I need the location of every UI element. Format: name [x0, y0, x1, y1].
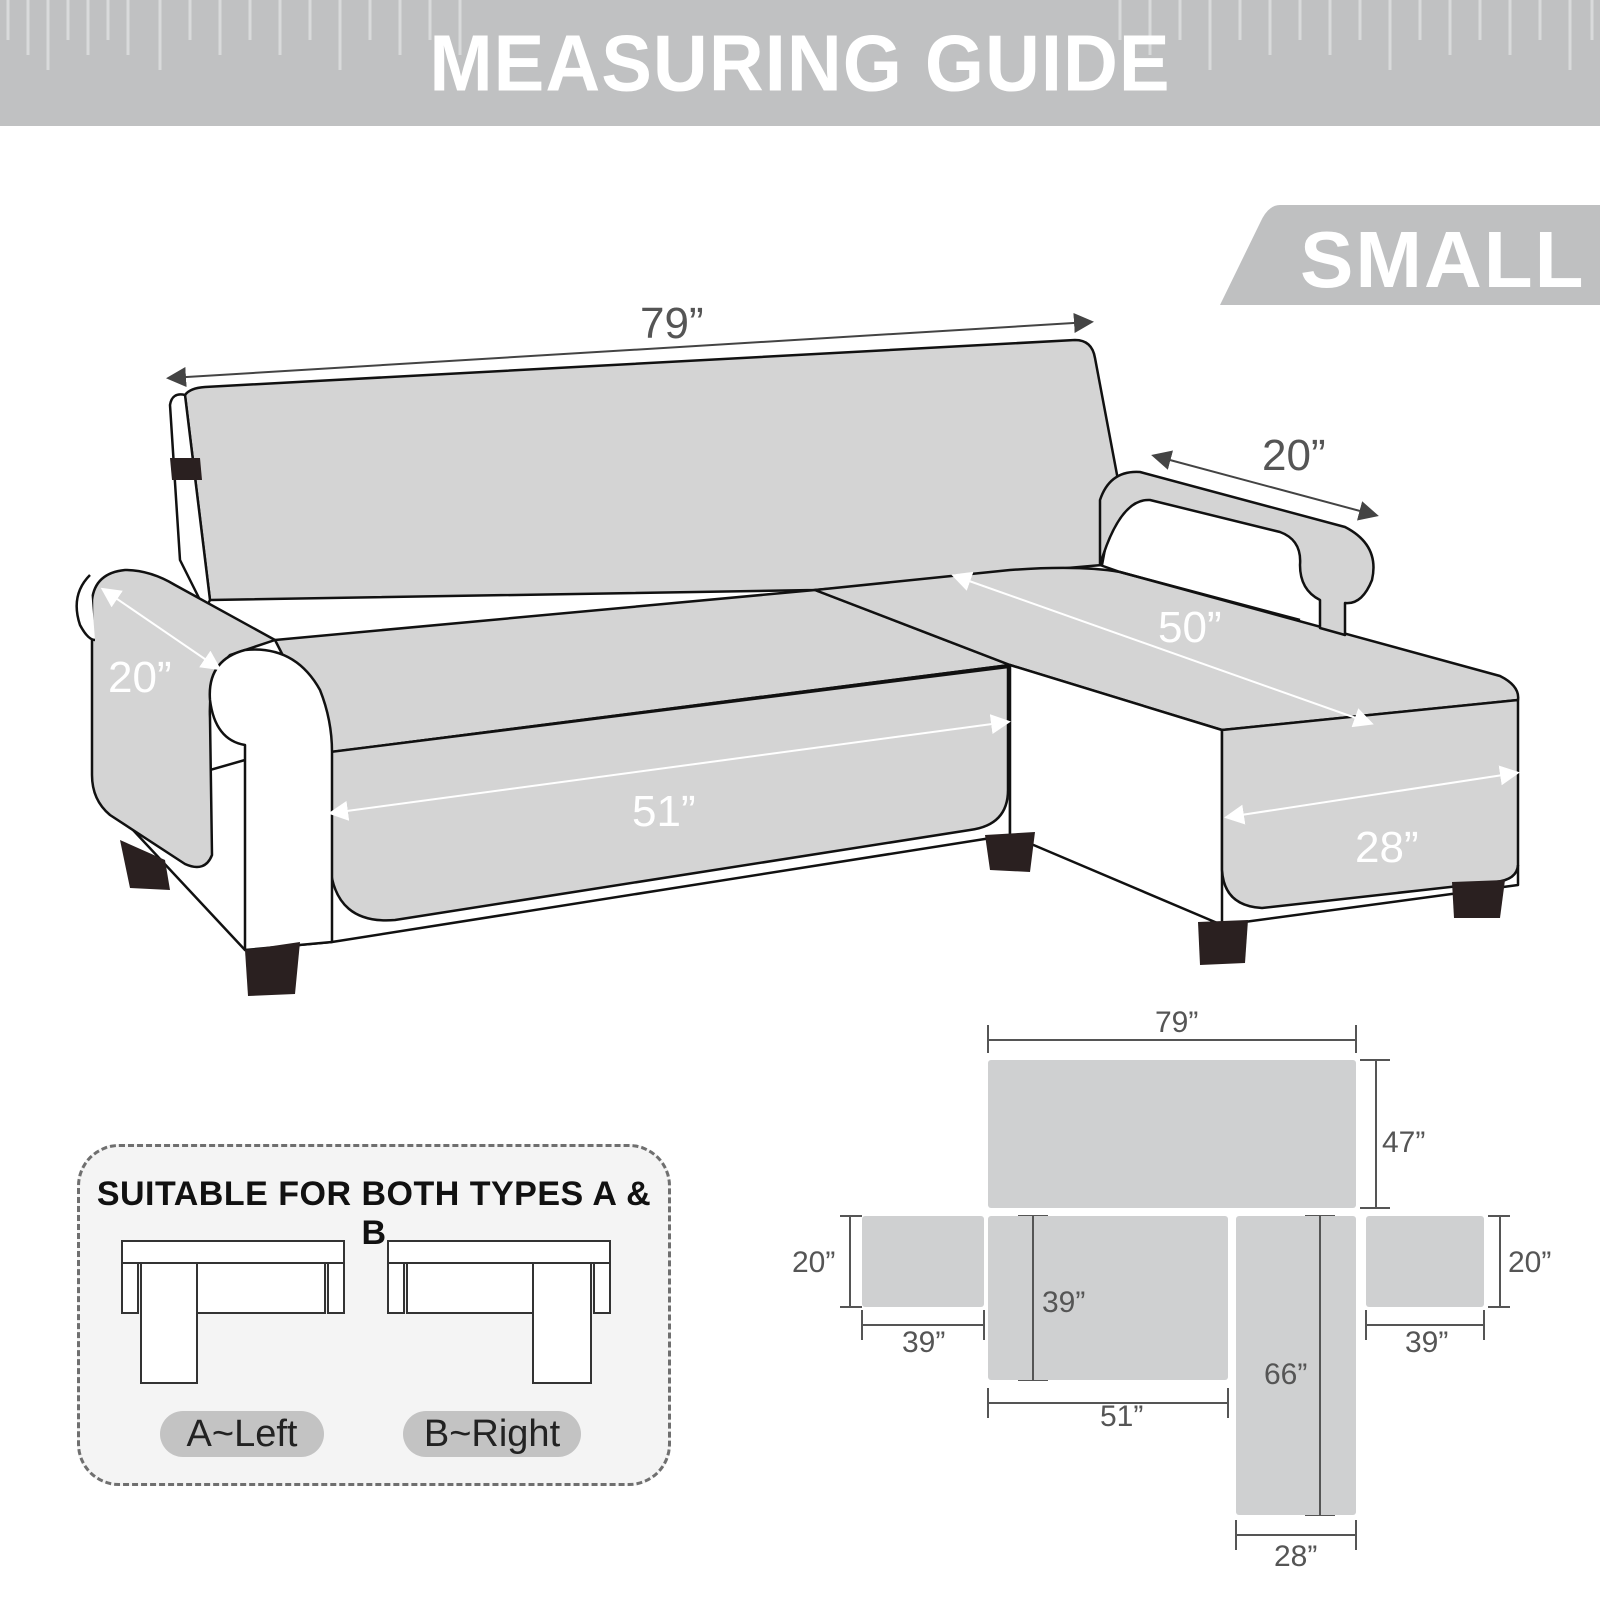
back-cover	[185, 340, 1118, 600]
pattern-back-piece	[988, 1060, 1356, 1208]
type-a-label: A~Left	[160, 1411, 324, 1457]
dim-seat-width: 51”	[632, 787, 696, 836]
pat-seat-width: 51”	[1100, 1400, 1144, 1433]
pattern-seat-piece	[988, 1216, 1228, 1380]
types-title: SUITABLE FOR BOTH TYPES A & B	[96, 1175, 652, 1252]
dim-back-width: 79”	[640, 299, 704, 348]
left-arm-roll	[77, 575, 95, 640]
page-title: MEASURING GUIDE	[429, 18, 1171, 109]
type-b-label: B~Right	[403, 1411, 581, 1457]
pat-top-width: 79”	[1155, 1006, 1199, 1039]
dim-arm-right: 20”	[1262, 431, 1326, 480]
type-a-icon	[122, 1241, 344, 1383]
dim-arm-left: 20”	[108, 653, 172, 702]
pat-left-arm-height: 20”	[792, 1246, 836, 1279]
chaise-front-cover	[1222, 700, 1518, 908]
type-b-icon	[388, 1241, 610, 1383]
size-label: SMALL	[1300, 215, 1586, 304]
dim-chaise-front: 28”	[1355, 823, 1419, 872]
pattern-right-arm-piece	[1366, 1216, 1484, 1307]
pattern-left-arm-piece	[862, 1216, 984, 1307]
types-box	[77, 1144, 671, 1486]
pat-seat-height: 39”	[1042, 1286, 1086, 1319]
pat-top-height: 47”	[1382, 1126, 1426, 1159]
pat-left-arm-width: 39”	[902, 1326, 946, 1359]
pat-right-arm-height: 20”	[1508, 1246, 1552, 1279]
pat-right-arm-width: 39”	[1405, 1326, 1449, 1359]
pat-chaise-width: 28”	[1274, 1540, 1318, 1573]
dim-chaise-length: 50”	[1158, 603, 1222, 652]
pat-chaise-height: 66”	[1264, 1358, 1308, 1391]
